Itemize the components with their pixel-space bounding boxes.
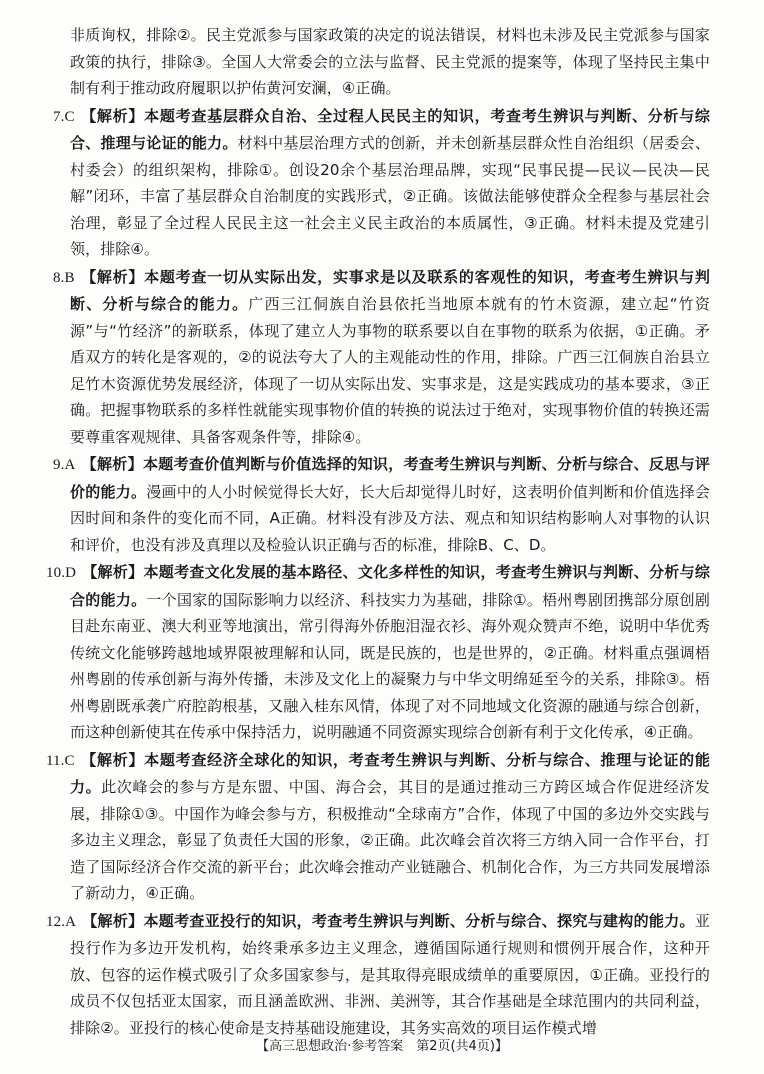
continued-paragraph: 非质询权，排除②。民主党派参与国家政策的决定的说法错误，材料也未涉及民主党派参与国家政策的执行，排除③。全国人大常委会的立法与监督、民主党派的提案等，体现了坚持民主集中制有利于推动政府履职以护佑黄河安澜，④正确。 xyxy=(70,26,710,97)
item-heading: 【解析】本题考查基层群众自治、全过程人民民主的知识，考查考生辨识与判断、分析与综合、推理与论证的能力。 xyxy=(70,106,710,152)
item-number: 10. xyxy=(46,565,66,581)
item-body: 此次峰会的参与方是东盟、中国、海合会，其目的是通过推动三方跨区域合作促进经济发展，排除①③。中国作为峰会参与方，积极推动“全球南方”合作，体现了中国的多边外交实践与多边主义理念，彰显了负责任大国的形象，②正确。此次峰会首次将三方纳入同一合作平台，打造了国际经济合作交流的新平台；此次峰会推动产业链融合、机制化合作，为三方共同发展增添了新动力，④正确。 xyxy=(70,778,710,902)
item-heading: 【解析】本题考查亚投行的知识，考查考生辨识与判断、分析与综合、探究与建构的能力。 xyxy=(82,911,695,930)
answer-item-9 xyxy=(53,451,710,558)
item-number: 12. xyxy=(46,913,66,930)
item-body: 广西三江侗族自治县依托当地原本就有的竹木资源，建立起“竹资源”与“竹经济”的新联系，体现了建立人为事物的联系要以自在事物的联系为依据，①正确。矛盾双方的转化是客观的，②的说法夸大了人的主观能动性的作用，排除。广西三江侗族自治县立足竹木资源优势发展经济，体现了一切从实际出发、实事求是，这是实践成功的基本要求，③正确。把握事物联系的多样性就能实现事物价值的转换的说法过于绝对，实现事物价值的转换还需要尊重客观规律、具备客观条件等，排除④。 xyxy=(70,295,710,446)
item-number: 11. xyxy=(46,752,65,769)
item-answer: A xyxy=(65,913,76,930)
item-answer: C xyxy=(64,108,75,125)
answer-item-7 xyxy=(53,103,710,263)
item-heading: 【解析】本题考查经济全球化的知识，考查考生辨识与判断、分析与综合、推理与论证的能力。 xyxy=(70,750,710,796)
item-answer: A xyxy=(64,457,76,473)
item-number: 7. xyxy=(53,108,65,125)
item-heading: 【解析】本题考查文化发展的基本路径、文化多样性的知识，考查考生辨识与判断、分析与综合的能力。 xyxy=(70,563,710,609)
item-answer: D xyxy=(65,565,76,581)
item-heading: 【解析】本题考查价值判断与价值选择的知识，考查考生辨识与判断、分析与综合、反思与评价的能力。 xyxy=(70,455,710,501)
item-answer: B xyxy=(64,269,75,286)
item-body: 材料中基层治理方式的创新，并未创新基层群众性自治组织（居委会、村委会）的组织架构，排除①。创设20余个基层治理品牌，实现“民事民提—民议—民决—民解”闭环，丰富了基层群众自治制度的实践形式，②正确。该做法能够使群众全程参与基层社会治理，彰显了全过程人民民主这一社会主义民主政治的本质属性，③正确。材料未提及党建引领，排除④。 xyxy=(70,134,710,258)
answer-item-10 xyxy=(46,559,710,746)
item-body: 漫画中的人小时候觉得长大好，长大后却觉得儿时好，这表明价值判断和价值选择会因时间和条件的变化而不同，A正确。材料没有涉及方法、观点和知识结构影响人对事物的认识和评价，也没有涉及真理以及检验认识正确与否的标准，排除B、C、D。 xyxy=(70,482,710,554)
answer-item-8 xyxy=(53,264,710,451)
item-answer: C xyxy=(64,752,75,769)
answer-content xyxy=(46,22,710,1042)
item-number: 9. xyxy=(53,457,65,473)
item-number: 8. xyxy=(53,269,65,286)
item-heading: 【解析】本题考查一切从实际出发，实事求是以及联系的客观性的知识，考查考生辨识与判断、分析与综合的能力。 xyxy=(70,267,710,313)
answer-item-11 xyxy=(46,747,710,907)
item-body: 一个国家的国际影响力以经济、科技实力为基础，排除①。梧州粤剧团携部分原创剧目赴东南亚、澳大利亚等地演出，常引得海外侨胞泪湿衣衫、海外观众赞声不绝，说明中华优秀传统文化能够跨越地域界限被理解和认同，既是民族的，也是世界的，②正确。材料重点强调梧州粤剧的传承创新与海外传播，未涉及文化上的凝聚力与中华文明绵延至今的关系，排除③。梧州粤剧既承袭广府腔韵根基，又融入桂东风情，体现了对不同地域文化资源的融通与综合创新，而这种创新使其在传承中保持活力，说明融通不同资源实现综合创新有利于文化传承，④正确。 xyxy=(70,590,710,741)
page-footer: 【高三思想政治·参考答案 第2页(共4页)】 xyxy=(256,1039,508,1054)
answer-item-12 xyxy=(46,908,710,1042)
item-body: 亚投行作为多边开发机构，始终秉承多边主义理念，遵循国际通行规则和惯例开展合作，这种开放、包容的运作模式吸引了众多国家参与，是其取得亮眼成绩单的重要原因，①正确。亚投行的成员不仅包括亚太国家，而且涵盖欧洲、非洲、美洲等，其合作基础是全球范围内的共同利益，排除②。亚投行的核心使命是支持基础设施建设，其务实高效的项目运作模式增 xyxy=(70,911,710,1037)
